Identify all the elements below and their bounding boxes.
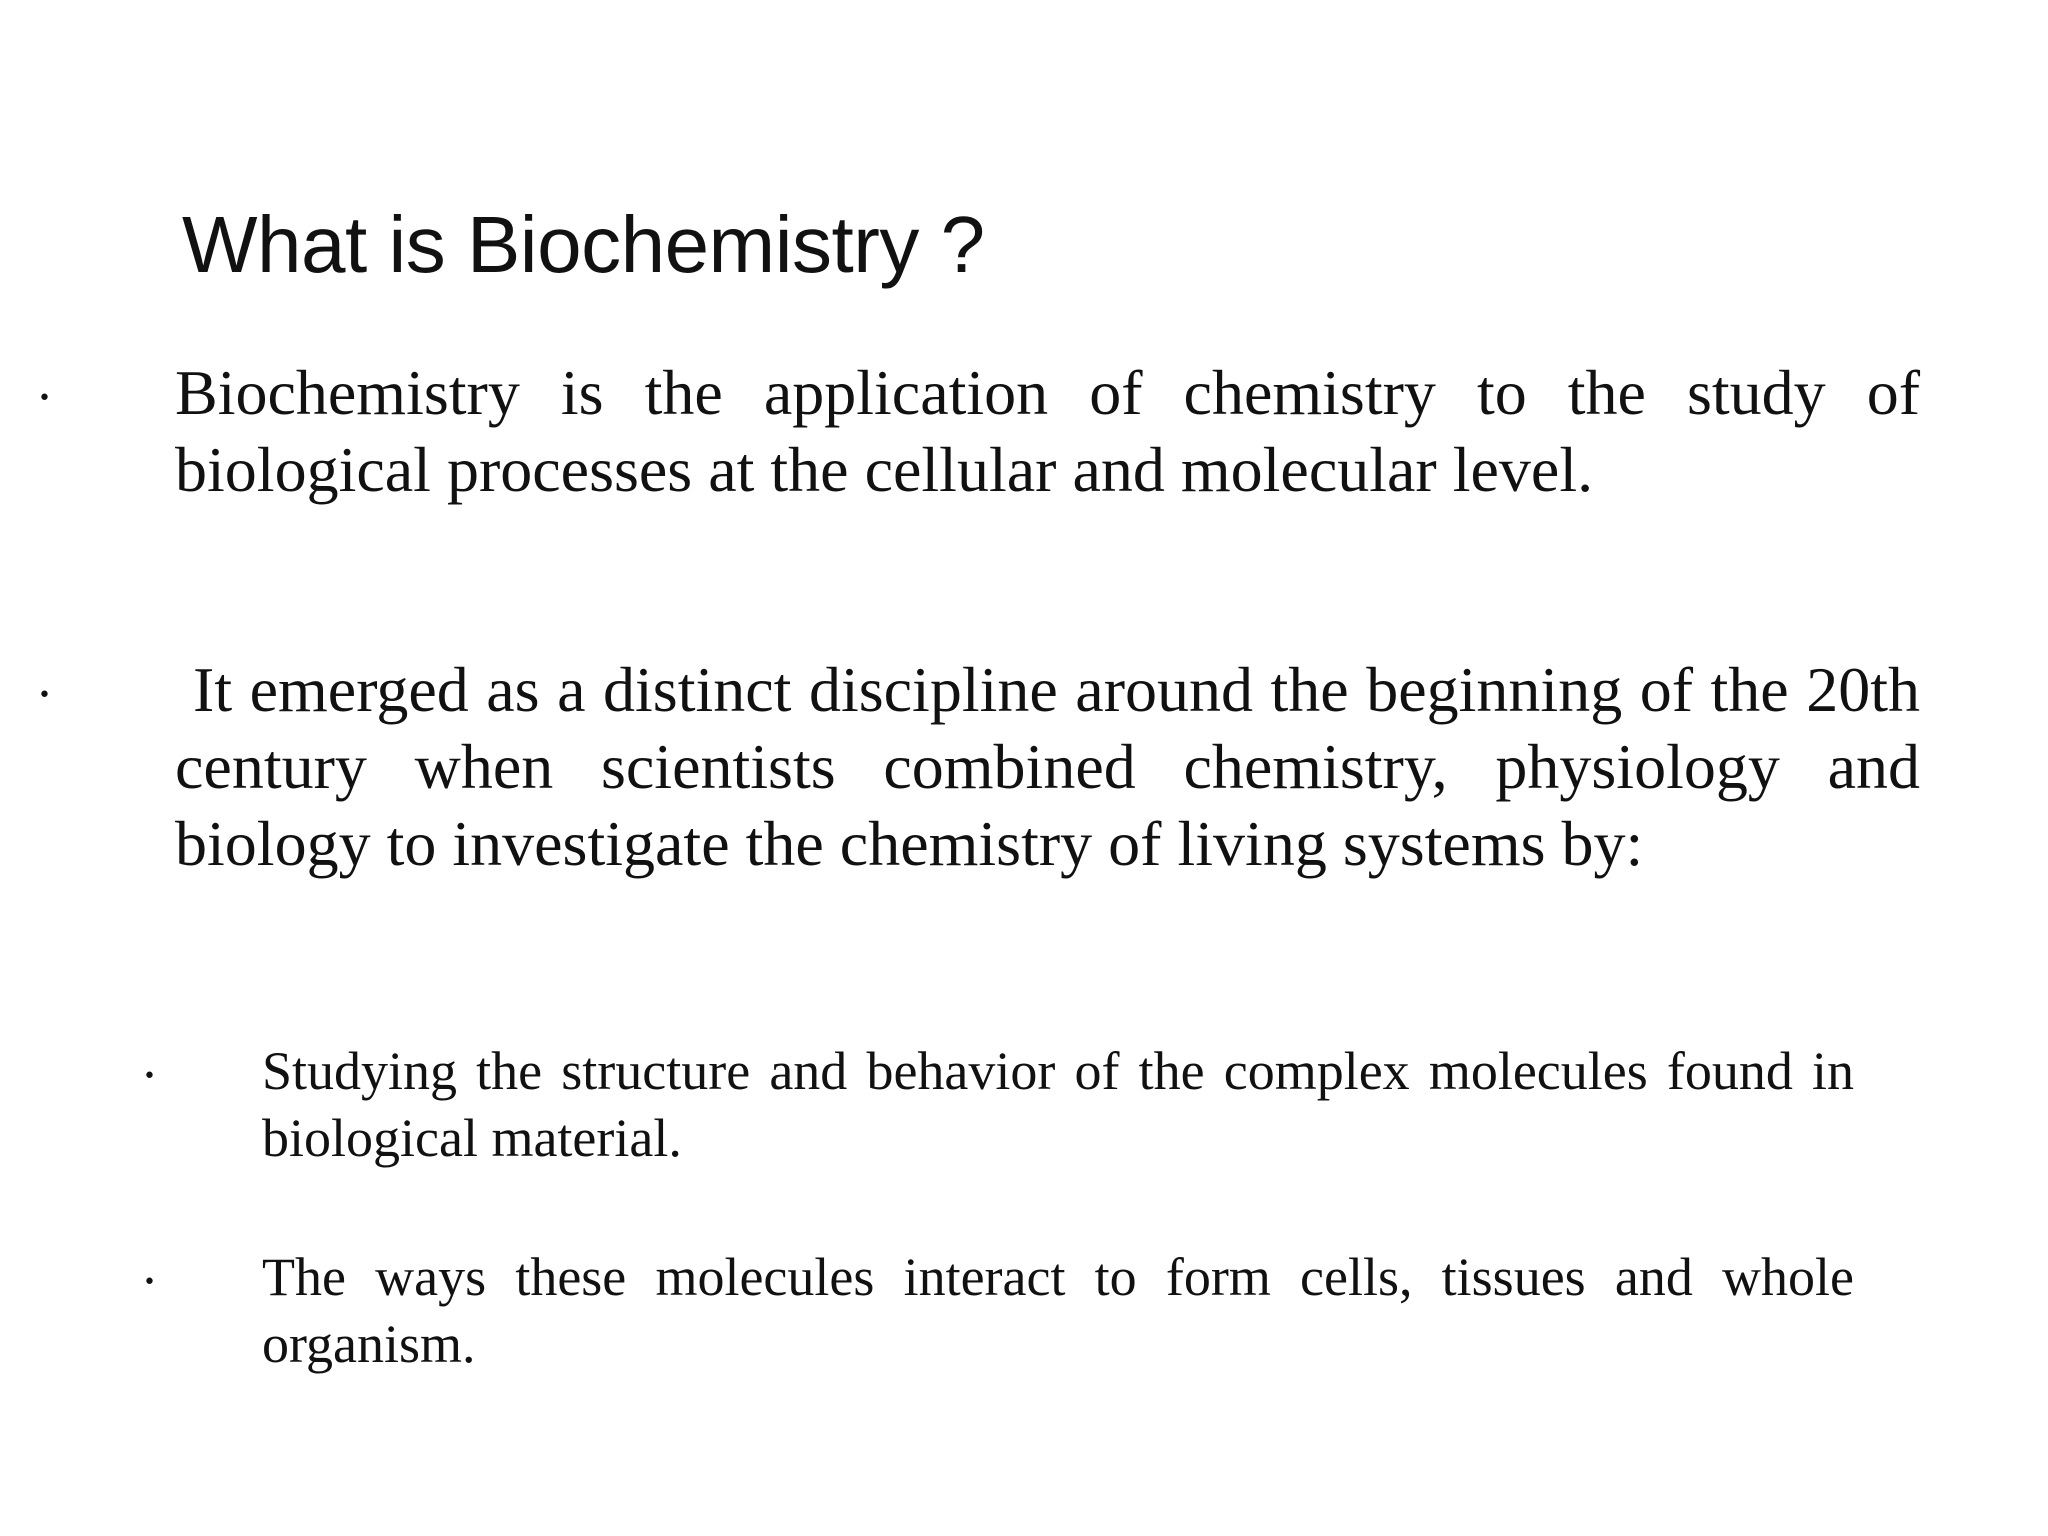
point-definition: Biochemistry is the application of chemistry to the study of biological processes at the cellular and molecular level. [175,357,1920,505]
bullet-icon: • [143,1270,156,1295]
bullet-icon: • [143,1064,156,1089]
bullet-icon: • [38,683,51,708]
slide-title: What is Biochemistry ? [182,200,985,289]
point-history: It emerged as a distinct discipline around the beginning of the 20th century when scientists combined chemistry, physiology and biology to investigate the chemistry of living systems by: [175,654,1920,879]
bullet-icon: • [38,386,51,411]
sub-point-structure: Studying the structure and behavior of the complex molecules found in biological material. [262,1041,1854,1168]
sub-point-interaction: The ways these molecules interact to form cells, tissues and whole organism. [262,1247,1854,1374]
